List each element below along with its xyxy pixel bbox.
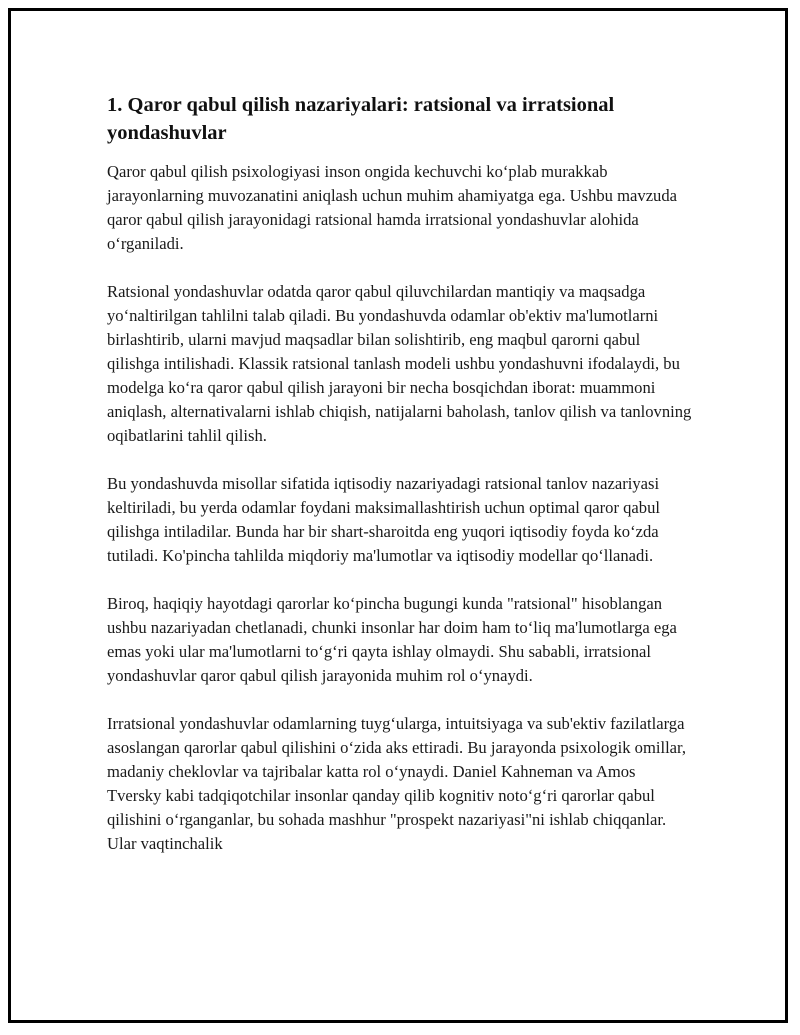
paragraph-real-life-decisions: Biroq, haqiqiy hayotdagi qarorlar ko‘pincha bugungi kunda "ratsional" hisoblangan ushbu nazariyadan chetlanadi, chunki insonlar har doim ham to‘liq ma'lumotlarga ega emas yoki ular ma'lumotlarni to‘g‘ri qayta ishlay olmaydi. Shu sababli, irratsional yondashuvlar qaror qabul qilish jarayonida muhim rol o‘ynaydi. bbox=[107, 594, 677, 685]
paragraph-intro: Qaror qabul qilish psixologiyasi inson ongida kechuvchi ko‘plab murakkab jarayonlarning muvozanatini aniqlash uchun muhim ahamiyatga ega. Ushbu mavzuda qaror qabul qilish jarayonidagi ratsional hamda irratsional yondashuvlar alohida o‘rganiladi. bbox=[107, 162, 678, 253]
paragraph-irrational-approaches: Irratsional yondashuvlar odamlarning tuyg‘ularga, intuitsiyaga va sub'ektiv fazilatlarga asoslangan qarorlar qabul qilishini o‘zida aks ettiradi. Bu jarayonda psixologik omillar, madaniy cheklovlar va tajribalar katta rol o‘ynaydi. Daniel Kahneman va Amos Tversky kabi tadqiqotchilar insonlar qanday qilib kognitiv noto‘g‘ri qarorlar qabul qilishini o‘rganganlar, bu sohada mashhur "prospekt nazariyasi"ni ishlab chiqqanlar. Ular vaqtinchalik bbox=[107, 714, 687, 853]
paragraph-rational-examples: Bu yondashuvda misollar sifatida iqtisodiy nazariyadagi ratsional tanlov nazariyasi keltiriladi, bu yerda odamlar foydani maksimallashtirish uchun optimal qaror qabul qilishga intiladilar. Bunda har bir shart-sharoitda eng yuqori iqtisodiy foyda ko‘zda tutiladi. Ko'pincha tahlilda miqdoriy ma'lumotlar va iqtisodiy modellar qo‘llanadi. bbox=[107, 474, 660, 565]
section-title: 1. Qaror qabul qilish nazariyalari: ratsional va irratsional yondashuvlar bbox=[107, 94, 615, 144]
paragraph-rational-approaches: Ratsional yondashuvlar odatda qaror qabul qiluvchilardan mantiqiy va maqsadga yo‘naltirilgan tahlilni talab qiladi. Bu yondashuvda odamlar ob'ektiv ma'lumotlarni birlashtirib, ularni mavjud maqsadlar bilan solishtirib, eng maqbul qarorni qabul qilishga intilishadi. Klassik ratsional tanlash modeli ushbu yondashuvni ifodalaydi, bu modelga ko‘ra qaror qabul qilish jarayoni bir necha bosqichdan iborat: muammoni aniqlash, alternativalarni ishlab chiqish, natijalarni baholash, tanlov qilish va tanlovning oqibatlarini tahlil qilish. bbox=[107, 282, 692, 445]
document-body bbox=[107, 91, 692, 880]
